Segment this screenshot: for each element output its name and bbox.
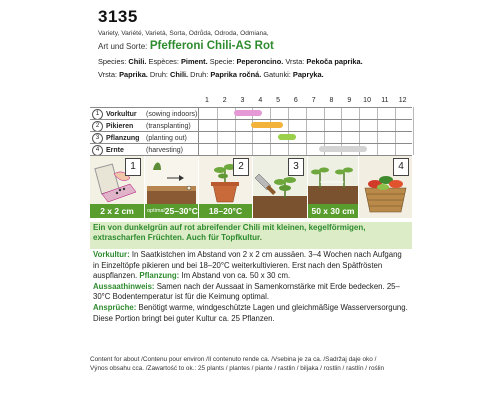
- aussaat-paragraph: [93, 282, 409, 303]
- panel-planting-out: [253, 156, 307, 218]
- species-label: Espèces:: [148, 57, 181, 66]
- species-value: Peperoncino.: [236, 57, 286, 66]
- caption-optimal: optimal: [147, 208, 165, 214]
- calendar-month: 8: [329, 97, 334, 104]
- panel-sowing-tray: [90, 156, 144, 218]
- panel-potting: [199, 156, 252, 218]
- calendar-months: [198, 95, 412, 107]
- calendar-row-label: [90, 145, 198, 156]
- vorkultur-text: In Saatkistchen im Abstand von 2 x 2 cm aussäen. 3–4 Wochen nach Aufgang in Einzeltöpfe pikieren und bei 18–20°C weiterkultivieren. Erst nach den Spätfrösten auspflanzen.: [93, 250, 402, 281]
- species-value: Chili.: [128, 57, 149, 66]
- calendar-month: 3: [240, 97, 245, 104]
- species-label: Vrsta:: [98, 70, 120, 79]
- step-name: Vorkultur: [106, 110, 137, 118]
- step-number: 4: [92, 145, 103, 156]
- step-translation: (sowing indoors): [146, 110, 198, 118]
- growing-instructions: [90, 222, 412, 349]
- species-label: Vrsta:: [285, 57, 307, 66]
- caption-germination: [145, 204, 198, 218]
- step-badge-4: 4: [393, 158, 409, 176]
- panel-plant-spacing: [308, 156, 358, 218]
- calendar-row-label: [90, 121, 198, 132]
- species-label: Specie:: [209, 57, 237, 66]
- calendar-month: 7: [311, 97, 316, 104]
- step-number: 3: [92, 133, 103, 144]
- plant-spacing-illustration: [308, 156, 358, 204]
- calendar-period-bar: [234, 110, 262, 116]
- step-badge-3: 3: [288, 158, 304, 176]
- anspruche-text: Benötigt warme, windgeschützte Lagen und gleichmäßige Wasserversorgung. Diese Portion bringt bei guter Kultur ca. 25 Pflanzen.: [93, 302, 408, 323]
- description-intro: Ein von dunkelgrün auf rot abreifender Chili mit kleinen, kegelförmigen, extrascharfen Früchten. Auch für Topfkultur.: [93, 223, 366, 242]
- calendar-month: 11: [381, 97, 389, 104]
- panel-seed-depth: [145, 156, 198, 218]
- step-translation: (harvesting): [146, 146, 183, 154]
- variety-line: Variety, Variété, Varietà, Sorta, Odrůda, Odroda, Odmiana,: [98, 30, 269, 37]
- anspruche-paragraph: [93, 303, 409, 324]
- step-name: Pikieren: [106, 122, 134, 130]
- species-label: Druh:: [149, 70, 171, 79]
- step-name: Pflanzung: [106, 134, 140, 142]
- step-translation: (transplanting): [146, 122, 191, 130]
- species-label: Druh:: [190, 70, 211, 79]
- species-label: Species:: [98, 57, 129, 66]
- calendar-month: 2: [222, 97, 227, 104]
- species-line-2: [98, 70, 324, 79]
- calendar-period-bar: [278, 134, 296, 140]
- illustration-panels: [90, 156, 412, 218]
- step-translation: (planting out): [146, 134, 187, 142]
- species-value: Pekoča paprika.: [306, 57, 363, 66]
- art-und-sorte: [98, 40, 274, 52]
- species-value: Paprika.: [119, 70, 150, 79]
- sowing-calendar: [90, 95, 412, 155]
- content-line-2: Výnos obsahu cca. /Zawartość to ok.: 25 plants / plantes / piante / rastlin / biljaka / rostlin / rastlín / roślin: [90, 365, 385, 372]
- vorkultur-heading: Vorkultur:: [93, 250, 130, 259]
- calendar-row-label: [90, 109, 198, 120]
- caption-temp-growing: 18–20°C: [199, 204, 252, 218]
- variety-name: Pfefferoni Chili-AS Rot: [149, 40, 274, 52]
- calendar-month: 6: [293, 97, 298, 104]
- art-label: Art und Sorte:: [98, 42, 148, 51]
- species-label: Gatunki:: [263, 70, 293, 79]
- calendar-month: 4: [258, 97, 263, 104]
- species-value: Chili.: [170, 70, 191, 79]
- calendar-period-bar: [251, 122, 283, 128]
- caption-plant-spacing: 50 x 30 cm: [308, 204, 358, 218]
- aussaat-heading: Aussaathinweis:: [93, 281, 155, 291]
- vorkultur-paragraph: [93, 250, 409, 282]
- caption-spacing: 2 x 2 cm: [90, 204, 144, 218]
- product-code: 3135: [98, 7, 138, 26]
- calendar-month: 9: [347, 97, 352, 104]
- step-badge-1: 1: [125, 158, 141, 176]
- species-line-1: [98, 57, 363, 66]
- content-line-1: Content for about /Contenu pour environ /Il contenuto rende ca. /Vsebina je za ca. /Sadržaj daje oko /: [90, 356, 377, 363]
- step-number: 2: [92, 121, 103, 132]
- species-value: Piment.: [180, 57, 210, 66]
- instructions-body: [90, 250, 412, 324]
- anspruche-heading: Ansprüche:: [93, 302, 137, 312]
- step-name: Ernte: [106, 146, 124, 154]
- caption-temp-germination: 25–30°C: [164, 206, 198, 216]
- step-badge-2: 2: [233, 158, 249, 176]
- aussaat-text: Samen nach der Aussaat in Samenkornstärke mit Erde bedecken. 25–30°C Bodentemperatur ist für die Keimung optimal.: [93, 281, 400, 302]
- pflanzung-text: Im Abstand von ca. 50 x 30 cm.: [179, 271, 291, 281]
- calendar-month: 12: [398, 97, 407, 104]
- species-value: Paprika ročná.: [210, 70, 264, 79]
- step-number: 1: [92, 109, 103, 120]
- calendar-row-label: [90, 133, 198, 144]
- pflanzung-heading: Pflanzung:: [139, 271, 180, 281]
- calendar-period-bar: [319, 146, 367, 152]
- seed-depth-illustration: [145, 156, 198, 204]
- calendar-gridline: [413, 107, 414, 155]
- calendar-month: 10: [363, 97, 371, 104]
- calendar-month: 1: [204, 97, 209, 104]
- variety-description: [90, 222, 412, 249]
- species-value: Papryka.: [292, 70, 324, 79]
- calendar-month: 5: [276, 97, 281, 104]
- panel-harvest: [359, 156, 412, 218]
